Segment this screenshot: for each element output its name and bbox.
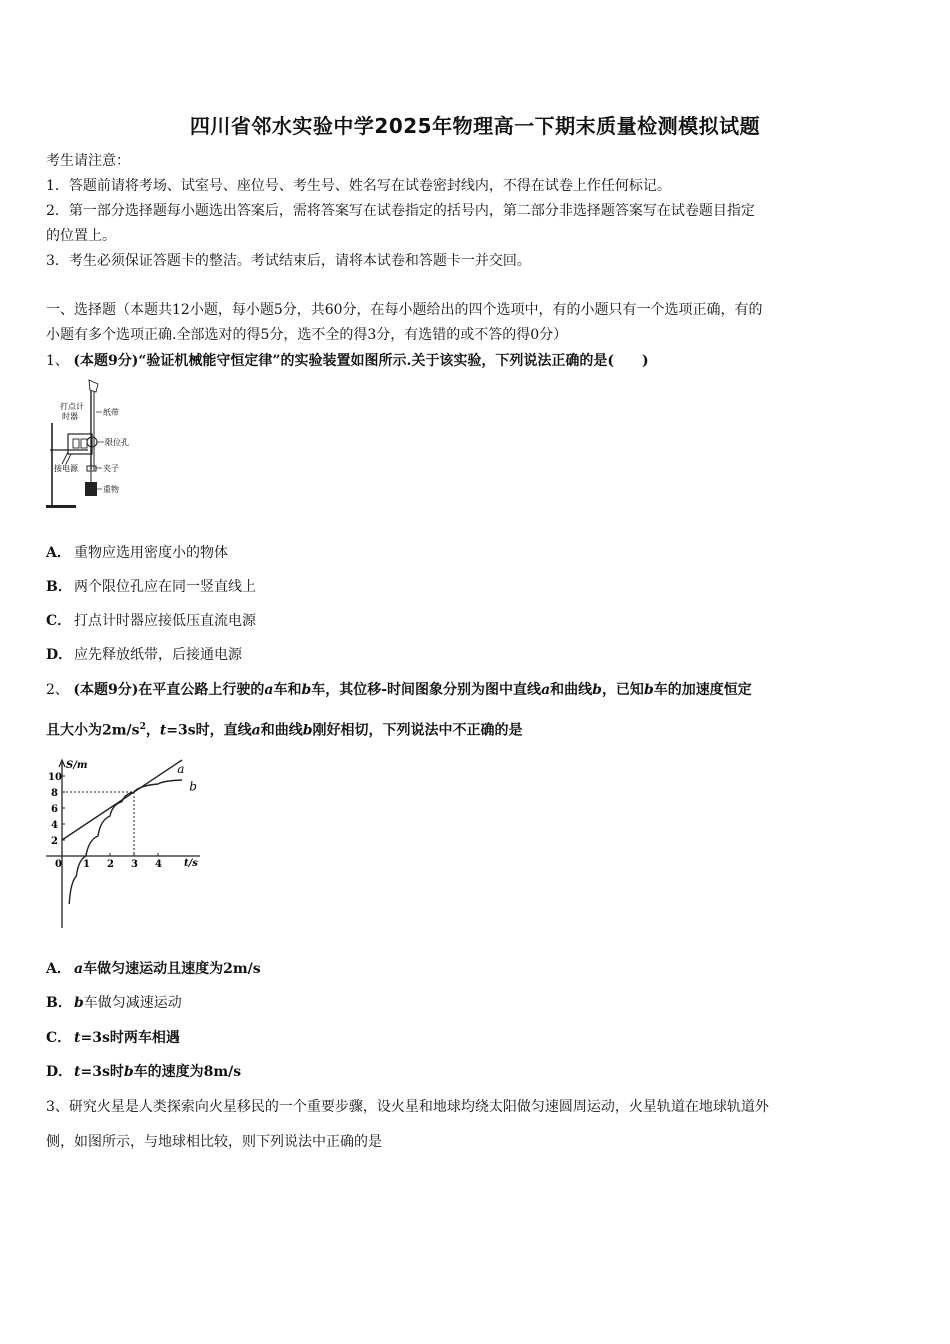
series-label-b: b (189, 779, 197, 794)
x-tick-label: 3 (131, 859, 138, 870)
x-axis-label: t/s (184, 858, 198, 869)
x-tick-label: 4 (155, 859, 162, 870)
stem-text: (本题9分)在平直公路上行驶的 (73, 682, 265, 698)
option-letter: C． (46, 613, 72, 629)
notice-item-2: 2．第一部分选择题每小题选出答案后，需将答案写在试卷指定的括号内，第二部分非选择题答案写在试卷题目指定 (46, 203, 755, 219)
option-text: 车做匀速运动且速度为2m/s (83, 961, 261, 977)
q1-option-d[interactable] (46, 645, 242, 665)
stem-text: ， (145, 722, 160, 739)
q1-option-c[interactable] (46, 611, 256, 631)
y-tick-label: 8 (51, 788, 58, 799)
var: b (123, 1064, 134, 1080)
chart-series (62, 760, 197, 904)
stem-text: 车和 (273, 682, 302, 698)
label-tape: 纸带 (103, 408, 119, 417)
question-3-line2: 侧，如图所示，与地球相比较，则下列说法中正确的是 (46, 1134, 382, 1150)
option-letter: D． (46, 647, 73, 663)
y-tick-label: 2 (51, 836, 58, 847)
option-text: =3s时 (80, 1064, 124, 1080)
var: a (264, 682, 274, 698)
timer-box (68, 434, 92, 454)
x-tick-label: 0 (55, 859, 62, 870)
position-time-chart (40, 756, 210, 936)
notice-item-3: 3．考生必须保证答题卡的整洁。考试结束后，请将本试卷和答题卡一并交回。 (46, 253, 531, 269)
series-line-b (69, 780, 182, 904)
stand-base (46, 505, 76, 508)
option-letter: A． (46, 961, 71, 977)
option-text: 车的速度为8m/s (133, 1064, 242, 1080)
question-2-stem-line2 (46, 717, 908, 741)
question-2-stem-line1 (46, 680, 908, 700)
notice-item-2-cont: 的位置上。 (46, 228, 116, 244)
option-letter: D． (46, 1064, 73, 1080)
var: b (74, 995, 84, 1011)
option-letter: C． (46, 1030, 72, 1046)
q2-option-b[interactable] (46, 993, 182, 1013)
x-tick-label: 1 (83, 859, 90, 870)
label-power: 接电源 (54, 464, 78, 473)
var: t (159, 722, 167, 739)
question-1-number: 1、 (46, 353, 69, 369)
x-tick-label: 2 (107, 859, 114, 870)
y-tick-label: 10 (48, 772, 62, 783)
option-text: 重物应选用密度小的物体 (74, 545, 228, 561)
var: b (643, 682, 654, 698)
stem-text: 且大小为2m/s (46, 722, 140, 739)
y-tick-label: 6 (51, 804, 58, 815)
option-letter: B． (46, 579, 72, 595)
var: t (74, 1064, 81, 1080)
option-letter: A． (46, 545, 71, 561)
var: a (74, 961, 84, 977)
stem-text: 车，其位移-时间图象分别为图中直线 (311, 682, 542, 698)
apparatus-figure (44, 378, 144, 513)
y-tick-label: 4 (51, 820, 58, 831)
superscript: 2 (139, 722, 146, 732)
series-label-a: a (177, 761, 185, 776)
y-axis-label: S/m (66, 760, 88, 771)
option-text: 应先释放纸带，后接通电源 (74, 647, 242, 663)
option-text: =3s时两车相遇 (80, 1030, 180, 1046)
question-2-number: 2、 (46, 682, 69, 698)
stem-text: 和曲线 (550, 682, 593, 698)
hand-icon (89, 380, 98, 392)
stem-text: 车的加速度恒定 (653, 682, 752, 698)
question-1-text: (本题9分)“验证机械能守恒定律”的实验装置如图所示.关于该实验，下列说法正确的是( ) (73, 353, 649, 369)
section-heading-line1: 一、选择题（本题共12小题，每小题5分，共60分，在每小题给出的四个选项中，有的小题只有一个选项正确，有的 (46, 302, 763, 318)
option-letter: B． (46, 995, 72, 1011)
weight-block (85, 482, 97, 496)
page-title: 四川省邻水实验中学2025年物理高一下期末质量检测模拟试题 (189, 114, 761, 138)
var: b (302, 722, 313, 739)
var: t (74, 1030, 81, 1046)
var: b (592, 682, 602, 698)
section-heading-line2: 小题有多个选项正确.全部选对的得5分，选不全的得3分，有选错的或不答的得0分） (46, 327, 568, 343)
var: a (251, 722, 261, 739)
question-1-stem (46, 351, 908, 371)
stem-text: 刚好相切，下列说法中不正确的是 (312, 722, 523, 739)
q1-option-a[interactable] (46, 543, 228, 563)
option-text: 打点计时器应接低压直流电源 (74, 613, 256, 629)
var: b (301, 682, 312, 698)
stem-text: 和曲线 (260, 722, 303, 739)
stem-text: =3s时，直线 (166, 722, 252, 739)
option-text: 车做匀减速运动 (83, 995, 182, 1011)
label-hole: 限位孔 (105, 438, 129, 447)
label-clip: 夹子 (103, 464, 119, 473)
label-timer2: 时器 (62, 412, 78, 421)
q1-option-b[interactable] (46, 577, 256, 597)
notice-heading: 考生请注意： (46, 153, 130, 169)
question-3-line1: 3、研究火星是人类探索向火星移民的一个重要步骤，设火星和地球均绕太阳做匀速圆周运动，火星轨道在地球轨道外 (46, 1099, 769, 1115)
var: a (541, 682, 551, 698)
label-weight: 重物 (103, 485, 119, 494)
q2-option-c[interactable] (46, 1028, 180, 1048)
q2-option-d[interactable] (46, 1062, 241, 1082)
q2-option-a[interactable] (46, 959, 261, 979)
label-timer: 打点计 (60, 402, 84, 411)
notice-item-1: 1．答题前请将考场、试室号、座位号、考生号、姓名写在试卷密封线内，不得在试卷上作任何标记。 (46, 178, 671, 194)
option-text: 两个限位孔应在同一竖直线上 (74, 579, 256, 595)
stem-text: ，已知 (601, 682, 644, 698)
